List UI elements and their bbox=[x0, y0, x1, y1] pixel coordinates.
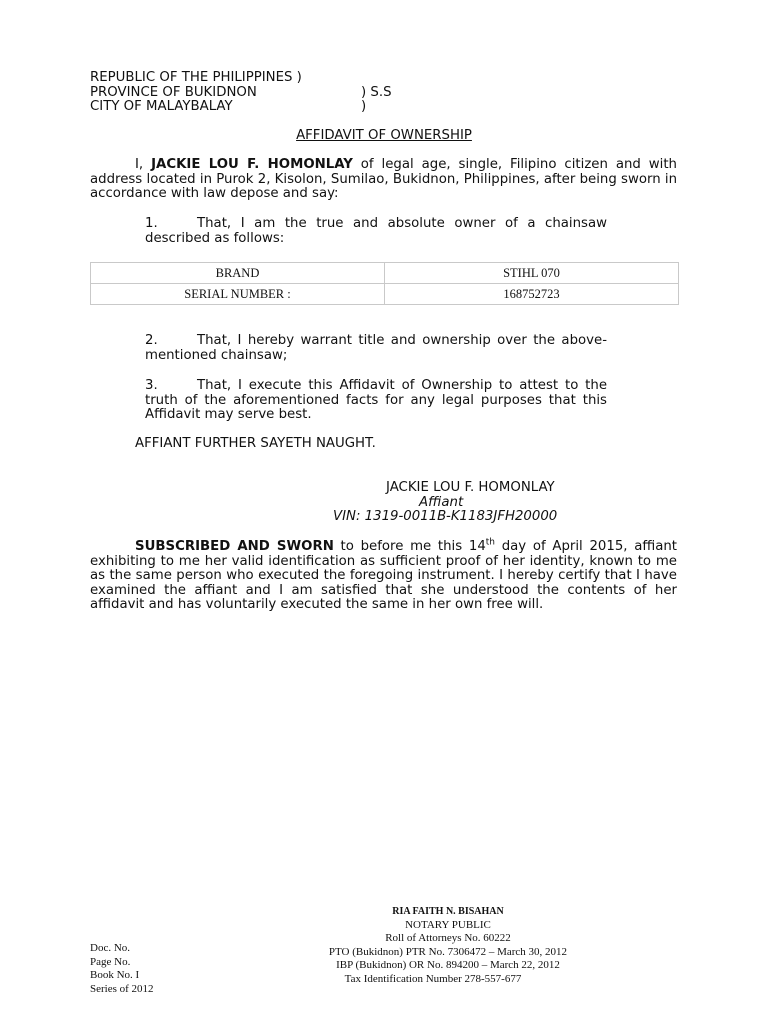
table-cell-label: SERIAL NUMBER : bbox=[91, 284, 385, 305]
item-2-number: 2. bbox=[145, 333, 158, 348]
venue-city-bracket: ) bbox=[361, 99, 367, 114]
venue-block bbox=[90, 71, 430, 115]
venue-ss-marker: ) S.S bbox=[361, 84, 392, 100]
table-cell-value: STIHL 070 bbox=[385, 263, 679, 284]
document-title bbox=[0, 129, 768, 144]
venue-province bbox=[90, 86, 430, 101]
doc-info-block bbox=[90, 942, 154, 996]
series: Series of 2012 bbox=[90, 982, 154, 995]
notary-block bbox=[288, 905, 608, 986]
intro-paragraph bbox=[90, 158, 677, 202]
jurat-text-2: day of April 2015, affiant exhibiting to me her valid identification as sufficient proof of her identity, known to me as the same person who executed the foregoing instrument. I hereby certify that I have examined the affiant and I am satisfied that she understood the contents of her affidavit and has voluntarily executed the same in her own free will. bbox=[90, 539, 677, 612]
item-2-text: That, I hereby warrant title and ownership over the above-mentioned chainsaw; bbox=[145, 333, 607, 363]
doc-no: Doc. No. bbox=[90, 942, 131, 954]
item-3 bbox=[145, 379, 607, 423]
venue-republic: REPUBLIC OF THE PHILIPPINES ) bbox=[90, 70, 302, 85]
jurat-superscript: th bbox=[485, 537, 496, 548]
notary-name: RIA FAITH N. BISAHAN bbox=[392, 906, 504, 917]
notary-ibp: IBP (Bukidnon) OR No. 894200 – March 22, 2012 bbox=[336, 959, 560, 971]
notary-pto: PTO (Bukidnon) PTR No. 7306472 – March 30, 2012 bbox=[328, 945, 568, 958]
notary-title: NOTARY PUBLIC bbox=[405, 918, 491, 931]
jurat-text-1: to before me this 14 bbox=[333, 539, 486, 554]
item-3-number: 3. bbox=[145, 378, 158, 393]
jurat-paragraph bbox=[90, 537, 677, 613]
item-1 bbox=[145, 217, 607, 246]
book-no: Book No. I bbox=[90, 969, 140, 981]
notary-roll: Roll of Attorneys No. 60222 bbox=[385, 932, 511, 944]
jurat-lead: SUBSCRIBED AND SWORN bbox=[135, 539, 334, 554]
affiant-name-intro: JACKIE LOU F. HOMONLAY bbox=[151, 157, 353, 172]
table-row bbox=[91, 263, 679, 284]
item-1-number: 1. bbox=[145, 216, 158, 231]
closing-statement: AFFIANT FURTHER SAYETH NAUGHT. bbox=[135, 436, 376, 451]
item-1-text: That, I am the true and absolute owner of a chainsaw described as follows: bbox=[145, 216, 607, 246]
affiant-vin: VIN: 1319-0011B-K1183JFH20000 bbox=[333, 509, 558, 524]
intro-text: of legal age, single, Filipino citizen and with address located in Purok 2, Kisolon, Sumilao, Bukidnon, Philippines, after being sworn in accordance with law depose and say: bbox=[90, 157, 677, 201]
notary-tin: Tax Identification Number 278-557-677 bbox=[344, 972, 522, 985]
table-cell-value: 168752723 bbox=[385, 284, 679, 305]
venue-city bbox=[90, 100, 430, 115]
affiant-role: Affiant bbox=[419, 495, 464, 510]
item-3-text: That, I execute this Affidavit of Ownership to attest to the truth of the aforementioned facts for any legal purposes that this Affidavit may serve best. bbox=[145, 378, 607, 422]
document-title-text: AFFIDAVIT OF OWNERSHIP bbox=[296, 128, 472, 143]
intro-prefix: I, bbox=[135, 157, 144, 172]
venue-province-label: PROVINCE OF BUKIDNON bbox=[90, 84, 257, 100]
venue-city-label: CITY OF MALAYBALAY bbox=[90, 99, 233, 114]
table-cell-label: BRAND bbox=[91, 263, 385, 284]
page-no: Page No. bbox=[90, 955, 131, 968]
affiant-name: JACKIE LOU F. HOMONLAY bbox=[386, 480, 555, 495]
table-row bbox=[91, 284, 679, 305]
chainsaw-table bbox=[90, 262, 679, 305]
item-2 bbox=[145, 334, 607, 363]
